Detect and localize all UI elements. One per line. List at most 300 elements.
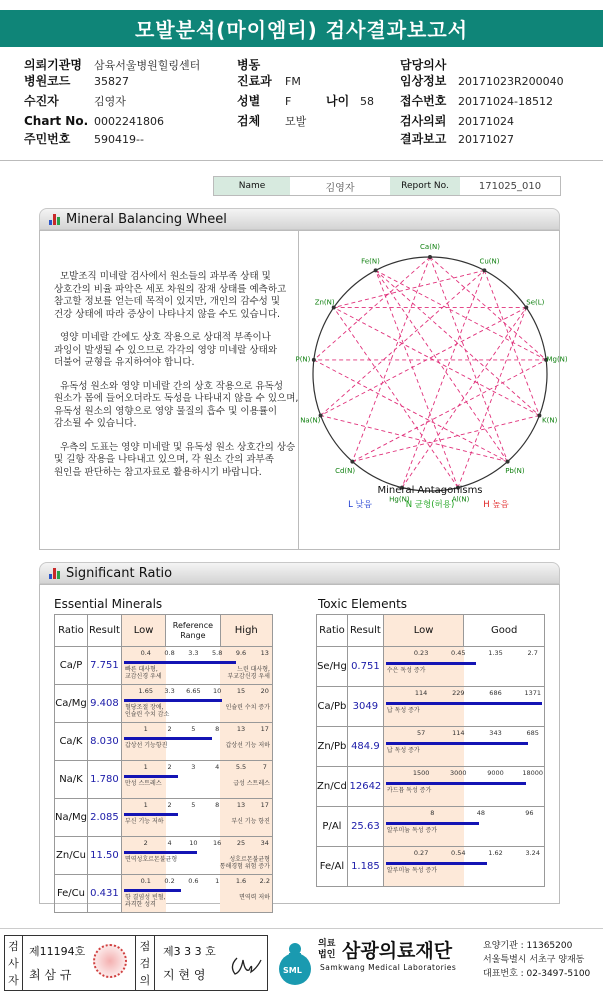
ratio-name: Fe/Cu: [55, 875, 88, 913]
contact-line: 대표번호 : 02-3497-5100: [483, 969, 591, 979]
bar-area: [122, 723, 272, 760]
ratio-bar: [124, 737, 212, 740]
wheel-node-label: Cu(N): [479, 257, 500, 266]
range-note: 교감신경 우세: [124, 673, 162, 681]
reviewer-label: 점검의: [135, 936, 155, 990]
info-row: [237, 73, 301, 90]
ratio-bar: [386, 782, 526, 785]
bar-area: [122, 761, 272, 798]
antagonism-line: [376, 270, 540, 415]
table-header: [55, 615, 273, 647]
ratio-table: [54, 614, 273, 913]
tick-label: 10: [213, 687, 222, 695]
reviewer-name: 지 현 영: [163, 968, 206, 982]
tick-label: 2: [167, 801, 172, 809]
ratio-bar-cell: [121, 799, 272, 837]
ratio-result: 25.63: [347, 807, 383, 847]
balance-header: [39, 208, 560, 230]
tick-label: 1.62: [488, 849, 503, 857]
ratio-bar: [386, 862, 487, 865]
tick-label: 4: [215, 763, 220, 771]
bar-area: [122, 685, 272, 722]
header-cell: Result: [347, 615, 383, 647]
wheel-node-label: Zn(N): [314, 298, 335, 307]
range-note: 부신 기능 저하: [124, 818, 164, 826]
range-note-high: 면역력 저하: [239, 894, 270, 902]
ratio-bar: [386, 662, 476, 665]
wheel-node-label: Cd(N): [335, 466, 356, 475]
ratio-title: Significant Ratio: [66, 565, 173, 581]
antagonism-line: [484, 270, 539, 415]
name-label: Name: [214, 177, 290, 195]
tick-label: 5: [191, 801, 196, 809]
ratio-name: Se/Hg: [317, 647, 348, 687]
inspector-no: 제11194호: [29, 945, 86, 958]
info-row: [400, 93, 553, 110]
info-value: 590419--: [94, 133, 144, 146]
info-row: [24, 113, 164, 130]
table-row: [55, 647, 273, 685]
bar-area: [122, 875, 272, 912]
range-note: 항 결염성 빈혈,: [124, 894, 166, 902]
legend-item: L 낮음: [348, 500, 372, 510]
ratio-bar-cell: [383, 687, 544, 727]
ratio-bar-cell: [121, 837, 272, 875]
signature-icon: [227, 950, 263, 980]
info-row: [400, 57, 458, 74]
ratio-bar: [124, 661, 236, 664]
tick-label: 9000: [487, 769, 504, 777]
info-row: [237, 57, 285, 74]
tick-label: 3.3: [164, 687, 175, 695]
panel-divider: [298, 231, 299, 549]
name-value: 김영자: [325, 182, 355, 194]
info-label: Chart No.: [24, 114, 89, 128]
tick-label: 0.2: [164, 877, 175, 885]
divider: [0, 928, 603, 929]
info-row: [24, 131, 144, 148]
info-row: [24, 57, 200, 74]
range-note: 납 독성 증가: [386, 707, 420, 715]
info-value: 58: [360, 95, 374, 108]
tick-label: 1: [215, 877, 220, 885]
wheel-node: [537, 413, 541, 417]
ratio-result: 12642: [347, 767, 383, 807]
tick-label: 1: [143, 801, 148, 809]
signature-box: [4, 935, 268, 991]
range-note-high: 느린 대사형,: [237, 666, 270, 674]
balance-paragraph: 모발조직 미네랄 검사에서 원소들의 과부족 상태 및 상호간의 비율 파악은 세포 차원의 잠재 상태를 예측하고 참고할 정보를 얻는데 목적이 있지만, 개인의 감수성 및 건강 상태에 따라 증상이 나타나지 않을 수도 있습니다.: [54, 271, 287, 320]
bar-area: [122, 647, 272, 684]
info-value: 20171024-18512: [458, 95, 553, 108]
ratio-name: Na/Mg: [55, 799, 88, 837]
antagonism-line: [376, 270, 508, 461]
report-label: Report No.: [390, 177, 460, 195]
ratio-name: Ca/Mg: [55, 685, 88, 723]
antagonism-line: [458, 308, 526, 488]
info-label: 성별: [237, 94, 261, 108]
tick-label: 2.7: [527, 649, 538, 657]
header-cell: Result: [87, 615, 121, 647]
ratio-header: [39, 562, 560, 584]
info-label: 검체: [237, 114, 261, 128]
ratio-name: Na/K: [55, 761, 88, 799]
info-label: 진료과: [237, 74, 272, 88]
tick-label: 4: [167, 839, 172, 847]
bar-area: [384, 767, 544, 806]
tick-label: 1500: [412, 769, 430, 777]
table-row: [317, 767, 545, 807]
range-note: 알루미늄 독성 증가: [386, 827, 438, 835]
antagonism-line: [321, 270, 485, 415]
tick-label: 5: [191, 725, 196, 733]
info-label: 주민번호: [24, 132, 71, 146]
wheel-node-label: Se(L): [526, 298, 545, 307]
tick-label: 1.35: [488, 649, 503, 657]
ratio-result: 1.185: [347, 847, 383, 887]
header-cell: Ratio: [55, 615, 88, 647]
range-note-high: 부신 기능 항진: [231, 818, 270, 826]
ratio-name: Ca/P: [55, 647, 88, 685]
table-row: [55, 685, 273, 723]
tick-label: 0.8: [164, 649, 175, 657]
tick-label: 229: [452, 689, 465, 697]
toxic-title: Toxic Elements: [318, 597, 408, 611]
balance-title: Mineral Balancing Wheel: [66, 211, 227, 227]
tick-label: 0.27: [413, 849, 429, 857]
footer: [0, 933, 603, 1000]
header-cell: Reference Range: [166, 615, 220, 647]
info-value: 35827: [94, 75, 129, 88]
antagonism-line: [430, 257, 508, 462]
table-row: [55, 799, 273, 837]
ratio-result: 2.085: [87, 799, 121, 837]
mineral-wheel: [295, 231, 568, 549]
range-note: 혈당조절 장애,: [124, 704, 164, 712]
range-note: 만성 스트레스: [124, 780, 162, 788]
range-note: 면역성호르몬불균형: [124, 856, 178, 864]
tick-label: 685: [526, 729, 539, 737]
table-row: [55, 837, 273, 875]
table-row: [317, 847, 545, 887]
balance-paragraph: 유독성 원소와 영양 미네랄 간의 상호 작용으로 유독성 원소가 몸에 들어오더라도 독성을 나타내지 않을 수 있으며, 유독성 원소의 영향으로 영양 물질의 흡수 및 이용률이 감소될 수 있습니다.: [54, 380, 299, 429]
tick-label: 7: [262, 763, 267, 771]
tick-label: 1: [143, 763, 148, 771]
ratio-bar: [386, 822, 480, 825]
info-value: 0002241806: [94, 115, 164, 128]
info-label: 검사의뢰: [400, 114, 447, 128]
ratio-bar: [386, 742, 528, 745]
inspector-label: 검사자: [5, 936, 23, 990]
bar-area: [384, 727, 544, 766]
tick-label: 2: [167, 763, 172, 771]
ratio-bar: [124, 775, 178, 778]
info-value: FM: [285, 75, 301, 88]
antagonism-line: [352, 257, 430, 462]
tick-label: 114: [452, 729, 465, 737]
wheel-node: [428, 255, 432, 259]
ratio-result: 484.9: [347, 727, 383, 767]
info-value: 20171024: [458, 115, 514, 128]
tick-label: 5.5: [235, 763, 247, 771]
ratio-name: Ca/K: [55, 723, 88, 761]
official-seal-icon: [93, 944, 127, 978]
wheel-node-label: Pb(N): [505, 466, 525, 475]
ratio-bar: [124, 889, 181, 892]
range-note-high: 부교감신경 우세: [227, 673, 270, 681]
range-note: 수은 독성 증가: [386, 667, 426, 675]
info-row: [24, 93, 126, 110]
table-row: [55, 761, 273, 799]
tick-label: 13: [236, 801, 246, 809]
range-note: 알루미늄 독성 증가: [386, 867, 438, 875]
header-cell: Good: [464, 615, 545, 647]
info-value: 20171027: [458, 133, 514, 146]
balance-paragraph: 우측의 도표는 영양 미네랄 및 유독성 원소 상호간의 상승 및 길항 작용을 나타내고 있으며, 각 원소 간의 과부족 원인을 판단하는 참고자료로 활용하시기 바랍니다.: [54, 441, 296, 478]
tick-label: 10: [189, 839, 198, 847]
tick-label: 5.8: [212, 649, 223, 657]
tick-label: 6.65: [186, 687, 201, 695]
ratio-bar-cell: [383, 727, 544, 767]
tick-label: 0.54: [451, 849, 466, 857]
info-label: 병동: [237, 58, 261, 72]
bar-area: [384, 847, 544, 886]
report-value: 171025_010: [478, 180, 542, 192]
info-value: 김영자: [94, 95, 126, 108]
ratio-bar: [386, 702, 542, 705]
ratio-bar-cell: [121, 723, 272, 761]
header-cell: Low: [383, 615, 464, 647]
sml-logo: [275, 939, 315, 987]
tick-label: 0.1: [140, 877, 151, 885]
range-note-high: 갑상선 기능 저하: [225, 742, 270, 750]
tick-label: 20: [260, 687, 269, 695]
ratio-bar-cell: [121, 685, 272, 723]
antagonism-line: [314, 360, 508, 462]
info-row: [400, 73, 564, 90]
ratio-name: P/Al: [317, 807, 348, 847]
wheel-node-label: Hg(N): [389, 495, 410, 504]
ratio-result: 11.50: [87, 837, 121, 875]
ratio-bar-cell: [383, 807, 544, 847]
tick-label: 0.23: [413, 649, 429, 657]
table-row: [317, 647, 545, 687]
essential-title: Essential Minerals: [54, 597, 163, 611]
org-en: Samkwang Medical Laboratories: [320, 963, 457, 972]
tick-label: 57: [416, 729, 426, 737]
ratio-name: Ca/Pb: [317, 687, 348, 727]
antagonism-line: [402, 270, 484, 487]
header-cell: High: [220, 615, 272, 647]
tick-label: 0.4: [140, 649, 151, 657]
inspector-name: 최 삼 규: [29, 968, 72, 982]
chart-bars-icon: [49, 568, 61, 579]
antagonism-line: [376, 270, 458, 487]
tick-label: 3: [191, 763, 196, 771]
bar-area: [122, 799, 272, 836]
contact-line: 서울특별시 서초구 양재동: [483, 955, 585, 965]
ratio-result: 7.751: [87, 647, 121, 685]
tick-label: 13: [260, 649, 269, 657]
balance-text: [54, 271, 300, 490]
bar-area: [384, 647, 544, 686]
legend-item: H 높음: [483, 500, 509, 510]
tick-label: 0.45: [451, 649, 466, 657]
ratio-name: Fe/Al: [317, 847, 348, 887]
tick-label: 96: [525, 809, 534, 817]
tick-label: 17: [260, 725, 269, 733]
wheel-node-label: K(N): [542, 416, 558, 425]
info-row: [400, 113, 514, 130]
wheel-title: Mineral Antagonisms: [377, 485, 483, 496]
range-note-high: 인슐린 수치 증가: [225, 704, 270, 712]
range-note: 갑상선 기능항진: [124, 742, 168, 750]
range-note-high: 통해경험 위험 증가: [219, 863, 270, 871]
age-row: [326, 93, 374, 110]
tick-label: 2: [167, 725, 172, 733]
tick-label: 3.3: [188, 649, 199, 657]
table-row: [317, 727, 545, 767]
range-note: 인슐린 수치 감소: [124, 711, 170, 719]
wheel-node: [350, 460, 354, 464]
info-value: 20171023R200040: [458, 75, 564, 88]
wheel-node-label: Na(N): [300, 416, 321, 425]
tick-label: 1.6: [235, 877, 247, 885]
tick-label: 15: [236, 687, 246, 695]
tick-label: 25: [236, 839, 246, 847]
tick-label: 3000: [450, 769, 467, 777]
table-row: [55, 875, 273, 913]
table-row: [317, 687, 545, 727]
info-row: [237, 113, 306, 130]
ratio-bar: [124, 851, 197, 854]
tick-label: 18000: [522, 769, 544, 777]
ratio-bar-cell: [121, 647, 272, 685]
tick-label: 8: [215, 801, 220, 809]
reviewer-no: 제3 3 3 호: [163, 945, 216, 958]
ratio-bar-cell: [121, 875, 272, 913]
tick-label: 8: [215, 725, 220, 733]
info-value: 모발: [285, 115, 307, 128]
balance-paragraph: 영양 미네랄 간에도 상호 작용으로 상대적 부족이나 과잉이 발생될 수 있으므로 각각의 영양 미네랄 상태와 더불어 균형을 유지하여야 합니다.: [54, 332, 278, 368]
table-row: [55, 723, 273, 761]
tick-label: 48: [476, 809, 485, 817]
tick-label: 34: [260, 839, 269, 847]
ratio-name: Zn/Pb: [317, 727, 348, 767]
ratio-panel: [39, 584, 560, 909]
legend-item: N 균형(허용): [405, 500, 455, 510]
ratio-bar-cell: [121, 761, 272, 799]
info-label: 나이: [326, 94, 350, 108]
range-note-high: 급성 스트레스: [233, 780, 270, 788]
bar-area: [122, 837, 272, 874]
wheel-node-label: Fe(N): [361, 257, 380, 266]
tick-label: 16: [213, 839, 222, 847]
info-label: 결과보고: [400, 132, 447, 146]
info-label: 병원코드: [24, 74, 71, 88]
range-note: 과격한 성격: [124, 901, 156, 909]
wheel-node-label: Mg(N): [546, 355, 568, 364]
tick-label: 13: [236, 725, 246, 733]
name-box: [213, 176, 561, 196]
ratio-bar: [124, 699, 222, 702]
tick-label: 0.6: [188, 877, 199, 885]
ratio-bar-cell: [383, 767, 544, 807]
tick-label: 17: [260, 801, 269, 809]
ratio-result: 1.780: [87, 761, 121, 799]
wheel-node: [312, 358, 316, 362]
bar-area: [384, 687, 544, 726]
antagonism-line: [334, 308, 540, 416]
tick-label: 343: [489, 729, 502, 737]
tick-label: 114: [414, 689, 428, 697]
info-label: 수진자: [24, 94, 59, 108]
info-value: 삼육서울병원힐링센터: [94, 59, 201, 72]
wheel-circle: [313, 257, 547, 491]
header-cell: Ratio: [317, 615, 348, 647]
header-cell: Low: [121, 615, 165, 647]
org-name: 삼광의료재단: [342, 940, 453, 962]
contact-info: [483, 939, 603, 981]
tick-label: 2.2: [259, 877, 270, 885]
ratio-result: 3049: [347, 687, 383, 727]
tick-label: 8: [430, 809, 435, 817]
tick-label: 1: [143, 725, 148, 733]
contact-line: 요양기관 : 11365200: [483, 941, 573, 951]
chart-bars-icon: [49, 214, 61, 225]
logo-text: SML: [283, 966, 302, 975]
info-label: 의뢰기관명: [24, 58, 82, 72]
ratio-result: 0.431: [87, 875, 121, 913]
ratio-result: 0.751: [347, 647, 383, 687]
range-note-high: 성호르몬불균형: [229, 856, 270, 864]
range-note: 카드뮴 독성 증가: [386, 787, 432, 795]
ratio-bar-cell: [383, 647, 544, 687]
wheel-node-label: P(N): [295, 355, 311, 364]
ratio-bar-cell: [383, 847, 544, 887]
antagonism-line: [352, 360, 546, 462]
divider: [0, 160, 603, 161]
info-label: 담당의사: [400, 58, 447, 72]
info-row: [400, 131, 514, 148]
tick-label: 3.24: [525, 849, 540, 857]
tick-label: 9.6: [235, 649, 247, 657]
antagonism-line: [321, 308, 527, 416]
ratio-name: Zn/Cd: [317, 767, 348, 807]
info-label: 접수번호: [400, 94, 447, 108]
ratio-result: 8.030: [87, 723, 121, 761]
ratio-name: Zn/Cu: [55, 837, 88, 875]
tick-label: 1.65: [138, 687, 153, 695]
wheel-node: [506, 460, 510, 464]
range-note: 빠른 대사형,: [124, 666, 158, 674]
table-row: [317, 807, 545, 847]
bar-area: [384, 807, 544, 846]
wheel-node-label: Ca(N): [420, 243, 440, 251]
balance-panel: [39, 230, 568, 550]
ratio-bar: [124, 813, 178, 816]
range-note: 납 독성 증가: [386, 747, 420, 755]
table-header: [317, 615, 545, 647]
wheel-node-label: Al(N): [451, 495, 470, 504]
wheel-node: [374, 268, 378, 272]
tick-label: 1371: [524, 689, 541, 697]
info-value: F: [285, 95, 292, 108]
ratio-table: [316, 614, 545, 887]
report-title: 모발분석(마이엠티) 검사결과보고서: [0, 10, 603, 47]
info-label: 임상정보: [400, 74, 447, 88]
info-row: [237, 93, 291, 110]
